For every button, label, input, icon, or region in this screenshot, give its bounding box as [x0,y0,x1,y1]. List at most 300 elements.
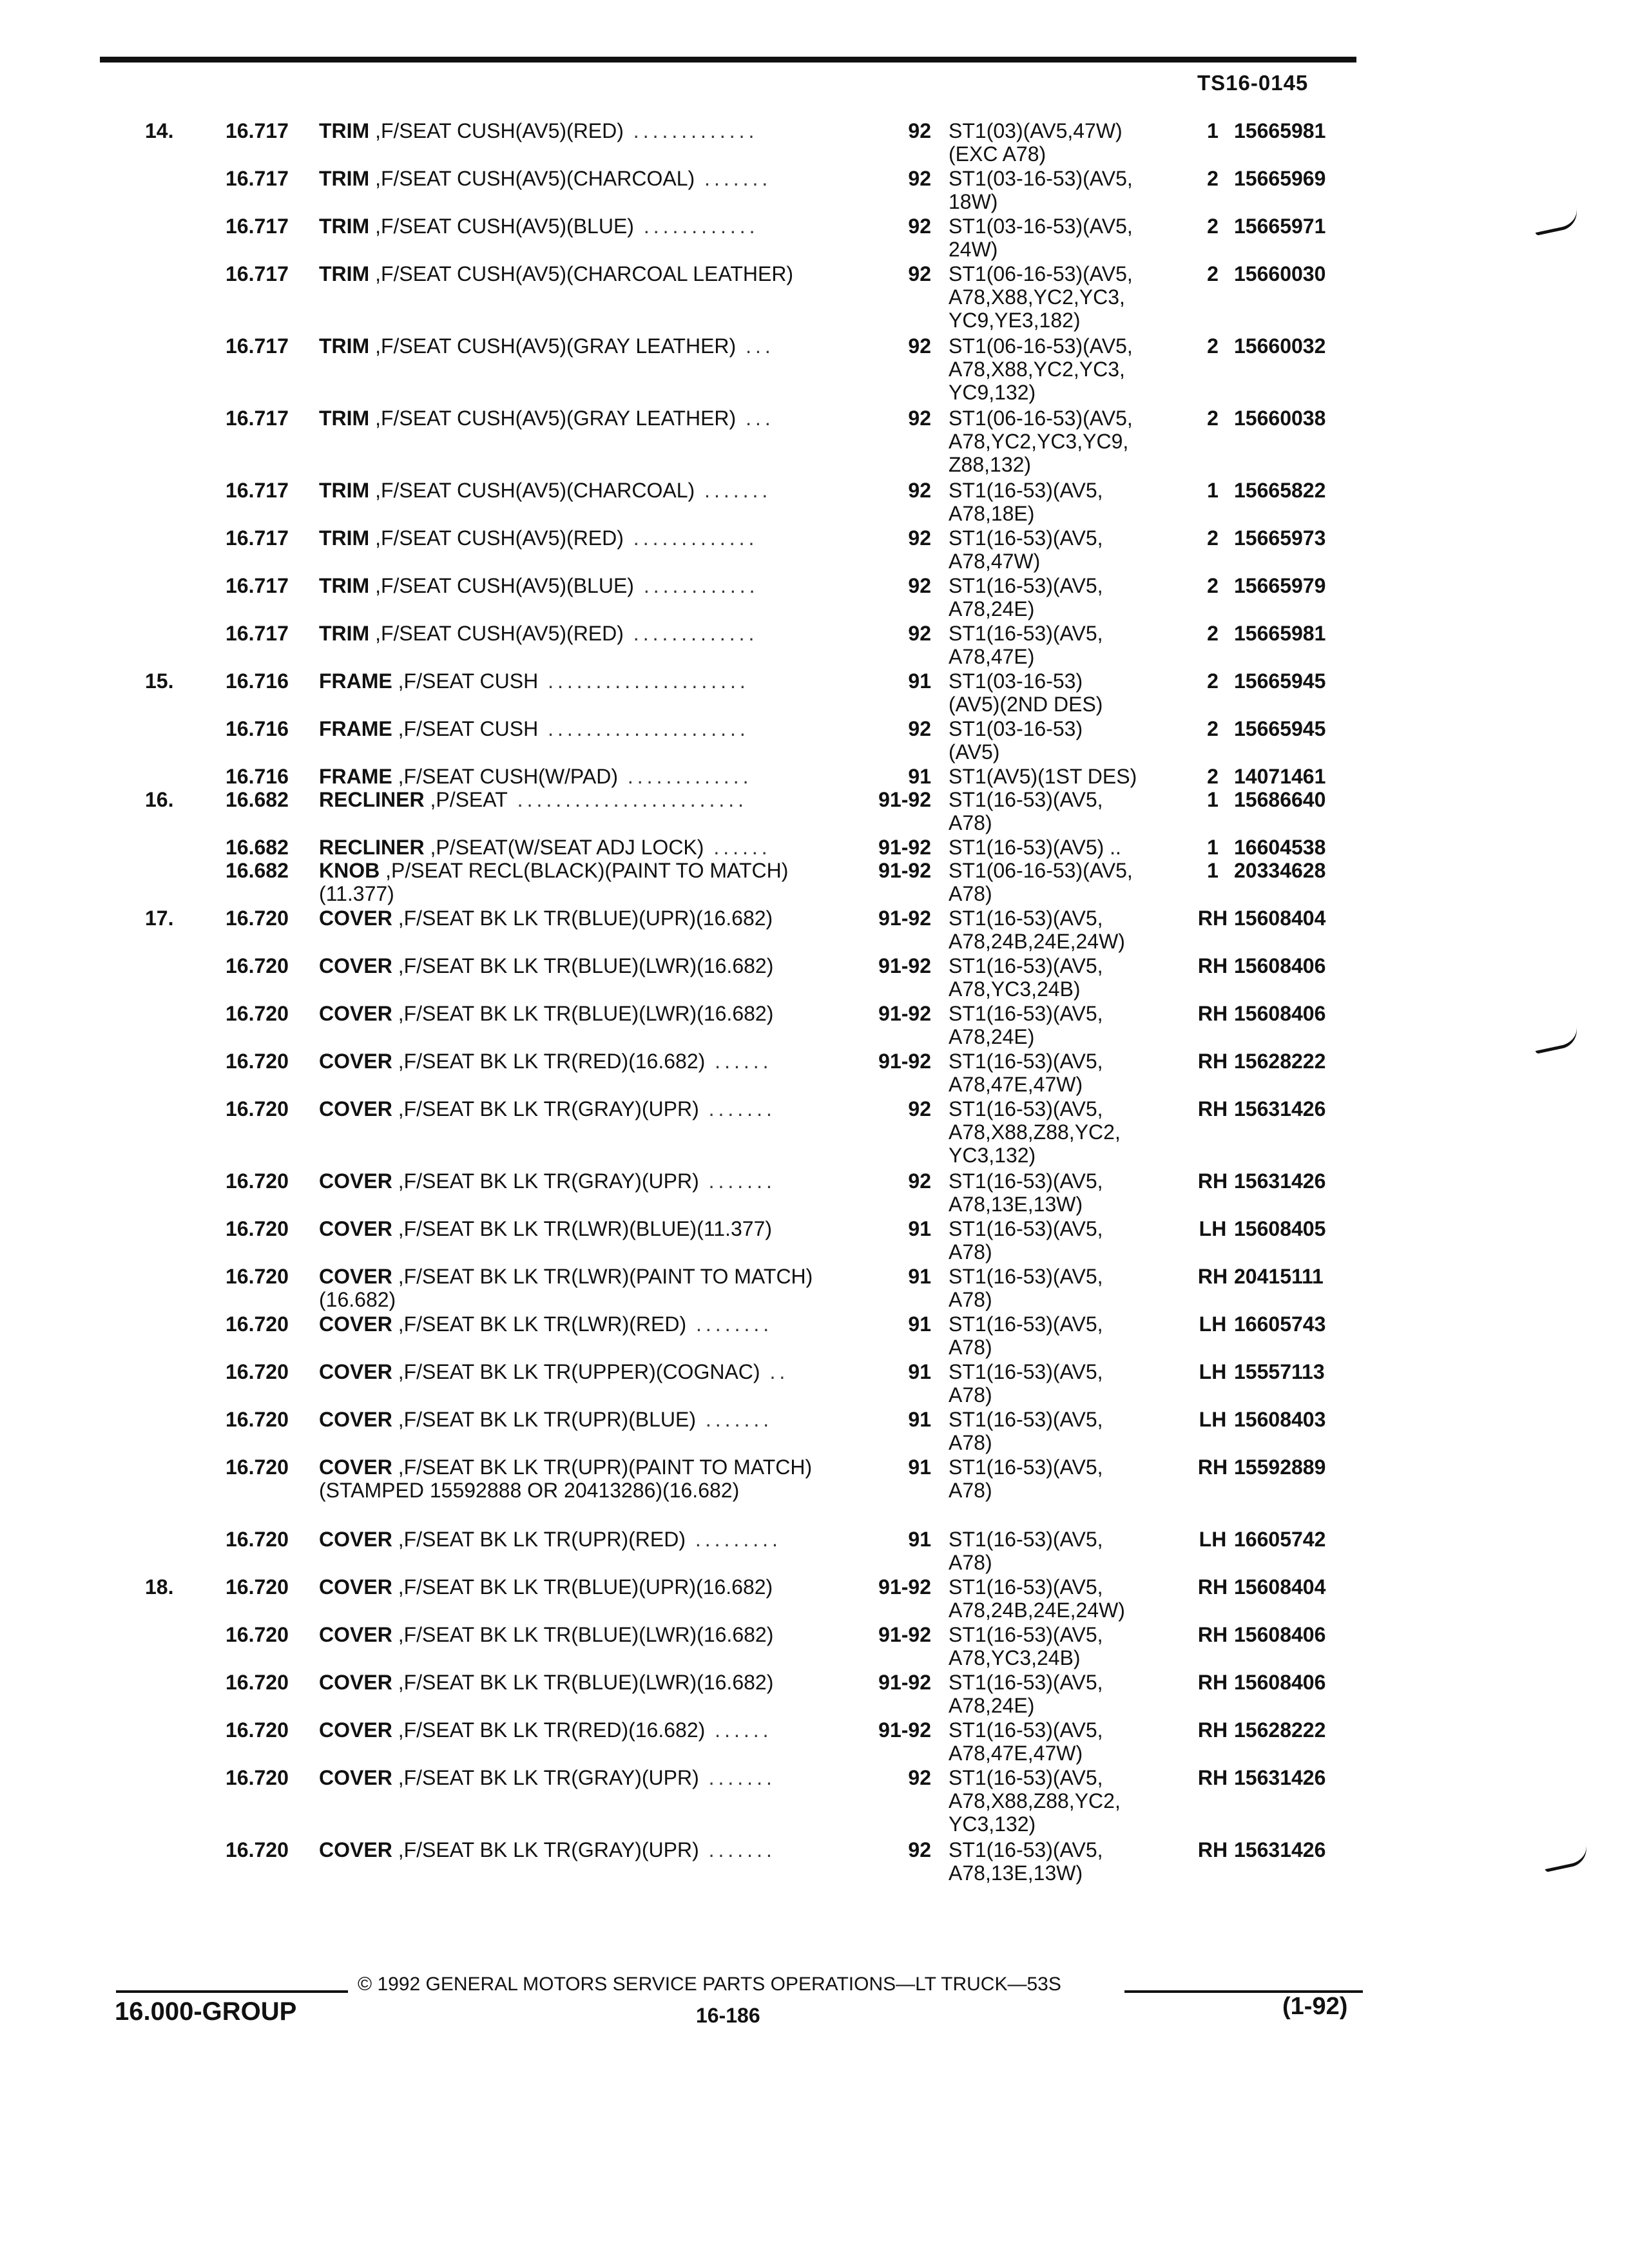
part-description [319,836,854,859]
quantity: LH [1199,1217,1227,1240]
part-description [319,788,854,811]
usage-codes: ST1(16-53)(AV5, A78,24E) [949,1002,1103,1048]
part-detail: ,F/SEAT CUSH [392,717,539,740]
part-number: 15592889 [1234,1456,1326,1479]
part-detail: ,P/SEAT(W/SEAT ADJ LOCK) [424,836,704,859]
quantity: RH [1197,1002,1228,1025]
part-description [319,119,854,142]
group-number: 16.720 [226,1050,289,1073]
model-year: 92 [908,262,931,285]
usage-codes: ST1(16-53)(AV5, A78,24E) [949,1671,1103,1717]
part-number: 15665979 [1234,574,1326,597]
leader-dots: ....... [699,1097,776,1120]
leader-dots: ....... [695,167,772,190]
usage-codes: ST1(06-16-53)(AV5, A78) [949,859,1133,905]
quantity: RH [1197,907,1228,930]
part-description [319,479,854,502]
part-number: 15665822 [1234,479,1326,502]
group-number: 16.717 [226,334,289,358]
part-detail: ,P/SEAT [424,788,508,811]
catalog-entry [0,1360,1629,1408]
group-number: 16.682 [226,836,289,859]
part-name: TRIM [319,215,370,238]
catalog-entry [0,1097,1629,1169]
quantity: RH [1197,1265,1228,1288]
model-year: 91-92 [878,1718,931,1742]
usage-codes: ST1(16-53)(AV5, A78,18E) [949,479,1103,525]
part-description [319,1671,854,1694]
part-name: TRIM [319,479,370,502]
quantity: LH [1199,1312,1227,1336]
usage-codes: ST1(16-53)(AV5, A78,X88,Z88,YC2, YC3,132) [949,1766,1121,1836]
model-year: 92 [908,574,931,597]
model-year: 92 [908,215,931,238]
model-year: 91 [908,1312,931,1336]
sheet-id: TS16-0145 [1197,71,1309,95]
catalog-entry [0,526,1629,574]
leader-dots: ........ [686,1312,773,1336]
part-name: TRIM [319,334,370,358]
group-number: 16.720 [226,1718,289,1742]
quantity: 2 [1207,717,1219,740]
quantity: 2 [1207,215,1219,238]
part-description [319,262,854,285]
part-detail: ,F/SEAT CUSH(AV5)(BLUE) [369,574,634,597]
footer-date: (1-92) [1282,1993,1348,2020]
part-detail: ,P/SEAT RECL(BLACK)(PAINT TO MATCH)(11.377) [319,859,789,905]
leader-dots: ..................... [538,669,749,693]
group-number: 16.720 [226,1408,289,1431]
catalog-entry [0,1312,1629,1360]
leader-dots: ....... [696,1408,773,1431]
usage-codes: ST1(03-16-53) (AV5) [949,717,1083,764]
catalog-entry [0,119,1629,167]
part-description [319,1408,854,1431]
part-description [319,622,854,645]
part-detail: ,F/SEAT CUSH(W/PAD) [392,765,618,788]
catalog-entry [0,334,1629,407]
part-detail: ,F/SEAT CUSH(AV5)(RED) [369,526,624,550]
part-number: 15660030 [1234,262,1326,285]
group-number: 16.717 [226,262,289,285]
part-name: TRIM [319,526,370,550]
leader-dots: ............. [623,526,758,550]
group-number: 16.720 [226,1217,289,1240]
part-detail: ,F/SEAT BK LK TR(RED)(16.682) [392,1050,706,1073]
catalog-entry [0,1265,1629,1312]
leader-dots: ......... [685,1528,782,1551]
part-number: 20415111 [1234,1265,1324,1288]
part-detail: ,F/SEAT CUSH(AV5)(CHARCOAL LEATHER) [369,262,794,285]
catalog-entry [0,907,1629,954]
group-number: 16.720 [226,907,289,930]
usage-codes: ST1(16-53)(AV5, A78,24B,24E,24W) [949,1575,1125,1622]
part-detail: ,F/SEAT BK LK TR(LWR)(PAINT TO MATCH)(16.682) [319,1265,813,1311]
catalog-entry [0,859,1629,907]
part-name: COVER [319,1050,392,1073]
part-description [319,1265,854,1311]
part-number: 15608406 [1234,1002,1326,1025]
quantity: LH [1199,1408,1227,1431]
part-detail: ,F/SEAT BK LK TR(LWR)(RED) [392,1312,687,1336]
part-number: 15665981 [1234,622,1326,645]
model-year: 91 [908,1456,931,1479]
part-detail: ,F/SEAT CUSH(AV5)(CHARCOAL) [369,167,695,190]
part-number: 15608404 [1234,1575,1326,1599]
group-number: 16.717 [226,407,289,430]
part-description [319,407,854,430]
part-description [319,1360,854,1383]
part-detail: ,F/SEAT BK LK TR(BLUE)(UPR)(16.682) [392,1575,773,1599]
part-number: 16605742 [1234,1528,1326,1551]
item-key: 18. [145,1575,174,1599]
model-year: 91-92 [878,907,931,930]
usage-codes: ST1(16-53)(AV5, A78) [949,1217,1103,1264]
part-name: COVER [319,1766,392,1789]
usage-codes: ST1(16-53)(AV5, A78,24E) [949,574,1103,620]
leader-dots: ........................ [507,788,748,811]
model-year: 92 [908,1169,931,1193]
part-description [319,215,854,238]
quantity: RH [1197,1575,1228,1599]
part-detail: ,F/SEAT BK LK TR(UPR)(RED) [392,1528,686,1551]
group-number: 16.717 [226,167,289,190]
catalog-entry [0,1050,1629,1097]
model-year: 92 [908,1097,931,1120]
group-number: 16.720 [226,1169,289,1193]
usage-codes: ST1(16-53)(AV5, A78,YC3,24B) [949,1623,1103,1669]
model-year: 92 [908,1766,931,1789]
part-detail: ,F/SEAT CUSH(AV5)(BLUE) [369,215,634,238]
usage-codes: ST1(03-16-53)(AV5, 24W) [949,215,1133,261]
part-name: TRIM [319,574,370,597]
leader-dots: ............. [623,622,758,645]
catalog-entry [0,1528,1629,1575]
model-year: 91 [908,669,931,693]
part-name: COVER [319,907,392,930]
part-number: 15608404 [1234,907,1326,930]
part-number: 15631426 [1234,1838,1326,1861]
part-name: KNOB [319,859,380,882]
part-number: 15608406 [1234,1671,1326,1694]
part-number: 16604538 [1234,836,1326,859]
model-year: 91-92 [878,954,931,977]
model-year: 92 [908,717,931,740]
quantity: RH [1197,954,1228,977]
item-key: 16. [145,788,174,811]
group-number: 16.717 [226,622,289,645]
leader-dots: ...... [704,836,771,859]
part-number: 15628222 [1234,1718,1326,1742]
usage-codes: ST1(03)(AV5,47W) (EXC A78) [949,119,1123,166]
quantity: LH [1199,1360,1227,1383]
part-description [319,526,854,550]
quantity: 2 [1207,407,1219,430]
part-number: 15628222 [1234,1050,1326,1073]
footer-page-number: 16-186 [696,2004,760,2027]
model-year: 91-92 [878,1050,931,1073]
part-detail: ,F/SEAT CUSH(AV5)(RED) [369,622,624,645]
group-number: 16.720 [226,1312,289,1336]
part-number: 15660038 [1234,407,1326,430]
usage-codes: ST1(16-53)(AV5, A78,47W) [949,526,1103,573]
quantity: RH [1197,1838,1228,1861]
usage-codes: ST1(AV5)(1ST DES) [949,765,1137,788]
model-year: 91 [908,1217,931,1240]
part-number: 16605743 [1234,1312,1326,1336]
leader-dots: ....... [699,1766,776,1789]
catalog-entry [0,788,1629,836]
part-description [319,1528,854,1551]
usage-codes: ST1(16-53)(AV5, A78,YC3,24B) [949,954,1103,1001]
group-number: 16.717 [226,479,289,502]
leader-dots: ...... [705,1050,773,1073]
part-name: COVER [319,1408,392,1431]
leader-dots: ....... [695,479,772,502]
quantity: RH [1197,1766,1228,1789]
catalog-entry [0,836,1629,859]
part-name: TRIM [319,407,370,430]
part-number: 15608403 [1234,1408,1326,1431]
quantity: 2 [1207,262,1219,285]
part-number: 15665973 [1234,526,1326,550]
model-year: 91-92 [878,1002,931,1025]
part-number: 15608406 [1234,1623,1326,1646]
part-description [319,1456,854,1502]
part-name: COVER [319,1575,392,1599]
catalog-entry [0,1838,1629,1886]
usage-codes: ST1(16-53)(AV5, A78) [949,1456,1103,1502]
part-detail: ,F/SEAT BK LK TR(BLUE)(LWR)(16.682) [392,1671,774,1694]
part-name: COVER [319,954,392,977]
usage-codes: ST1(16-53)(AV5) .. [949,836,1121,859]
leader-dots: .. [760,1360,789,1383]
quantity: 1 [1207,788,1219,811]
group-number: 16.720 [226,1002,289,1025]
part-description [319,954,854,977]
model-year: 91-92 [878,788,931,811]
catalog-entry [0,1575,1629,1623]
part-name: COVER [319,1456,392,1479]
usage-codes: ST1(16-53)(AV5, A78) [949,1265,1103,1311]
model-year: 91 [908,1528,931,1551]
part-detail: ,F/SEAT BK LK TR(UPR)(PAINT TO MATCH)(STAMPED 15592888 OR 20413286)(16.682) [319,1456,813,1502]
part-description [319,1312,854,1336]
group-number: 16.716 [226,717,289,740]
quantity: RH [1197,1169,1228,1193]
part-description [319,574,854,597]
catalog-entry [0,1456,1629,1528]
part-number: 15665971 [1234,215,1326,238]
group-number: 16.716 [226,765,289,788]
quantity: RH [1197,1050,1228,1073]
part-name: COVER [319,1217,392,1240]
model-year: 91 [908,1408,931,1431]
model-year: 91 [908,765,931,788]
leader-dots: ............ [633,574,759,597]
quantity: 1 [1207,119,1219,142]
catalog-entry [0,1408,1629,1456]
part-description [319,1575,854,1599]
usage-codes: ST1(16-53)(AV5, A78,47E,47W) [949,1718,1103,1765]
part-description [319,1002,854,1025]
part-detail: ,F/SEAT BK LK TR(BLUE)(LWR)(16.682) [392,1623,774,1646]
usage-codes: ST1(06-16-53)(AV5, A78,YC2,YC3,YC9, Z88,132) [949,407,1133,476]
group-number: 16.720 [226,1623,289,1646]
part-detail: ,F/SEAT CUSH(AV5)(GRAY LEATHER) [369,407,737,430]
model-year: 92 [908,119,931,142]
group-number: 16.720 [226,1097,289,1120]
model-year: 92 [908,526,931,550]
part-name: FRAME [319,669,392,693]
part-name: COVER [319,1718,392,1742]
usage-codes: ST1(16-53)(AV5, A78) [949,788,1103,834]
part-description [319,669,854,693]
group-number: 16.720 [226,1671,289,1694]
part-name: TRIM [319,167,370,190]
part-detail: ,F/SEAT CUSH(AV5)(CHARCOAL) [369,479,695,502]
group-number: 16.720 [226,1265,289,1288]
catalog-entry [0,215,1629,262]
leader-dots: ... [736,334,775,358]
part-description [319,859,854,905]
catalog-entry [0,407,1629,479]
catalog-entry [0,1718,1629,1766]
part-name: COVER [319,1528,392,1551]
part-description [319,1050,854,1073]
leader-dots: ... [736,407,775,430]
usage-codes: ST1(16-53)(AV5, A78) [949,1360,1103,1407]
part-name: COVER [319,1169,392,1193]
usage-codes: ST1(06-16-53)(AV5, A78,X88,YC2,YC3, YC9,132) [949,334,1133,404]
part-detail: ,F/SEAT BK LK TR(GRAY)(UPR) [392,1766,699,1789]
group-number: 16.720 [226,1456,289,1479]
part-number: 15631426 [1234,1097,1326,1120]
catalog-entry [0,1766,1629,1838]
group-number: 16.717 [226,526,289,550]
leader-dots: ............. [623,119,758,142]
usage-codes: ST1(16-53)(AV5, A78,X88,Z88,YC2, YC3,132) [949,1097,1121,1167]
leader-dots: ............. [618,765,753,788]
part-description [319,1217,854,1240]
quantity: 1 [1207,836,1219,859]
quantity: RH [1197,1718,1228,1742]
usage-codes: ST1(16-53)(AV5, A78,13E,13W) [949,1169,1103,1216]
group-number: 16.682 [226,788,289,811]
part-detail: ,F/SEAT CUSH(AV5)(RED) [369,119,624,142]
catalog-entry [0,262,1629,334]
usage-codes: ST1(16-53)(AV5, A78) [949,1408,1103,1454]
part-detail: ,F/SEAT BK LK TR(GRAY)(UPR) [392,1169,699,1193]
part-name: COVER [319,1097,392,1120]
model-year: 91 [908,1360,931,1383]
catalog-entry [0,574,1629,622]
usage-codes: ST1(16-53)(AV5, A78,47E,47W) [949,1050,1103,1096]
part-number: 15686640 [1234,788,1326,811]
part-name: COVER [319,1671,392,1694]
part-description [319,167,854,190]
model-year: 91-92 [878,1623,931,1646]
quantity: 1 [1207,479,1219,502]
quantity: LH [1199,1528,1227,1551]
quantity: 2 [1207,765,1219,788]
catalog-entry [0,1002,1629,1050]
part-number: 15631426 [1234,1169,1326,1193]
quantity: 2 [1207,669,1219,693]
leader-dots: ....... [699,1169,776,1193]
model-year: 92 [908,167,931,190]
part-name: COVER [319,1002,392,1025]
part-number: 20334628 [1234,859,1326,882]
part-description [319,1097,854,1120]
catalog-entry [0,717,1629,765]
part-name: COVER [319,1360,392,1383]
part-number: 15665981 [1234,119,1326,142]
part-name: COVER [319,1265,392,1288]
catalog-entry [0,167,1629,215]
part-number: 15665945 [1234,717,1326,740]
part-detail: ,F/SEAT BK LK TR(LWR)(BLUE)(11.377) [392,1217,772,1240]
part-detail: ,F/SEAT BK LK TR(BLUE)(UPR)(16.682) [392,907,773,930]
part-name: COVER [319,1623,392,1646]
quantity: 2 [1207,167,1219,190]
part-description [319,1623,854,1646]
part-description [319,765,854,788]
quantity: RH [1197,1456,1228,1479]
usage-codes: ST1(03-16-53) (AV5)(2ND DES) [949,669,1103,716]
group-number: 16.720 [226,1838,289,1861]
part-name: TRIM [319,262,370,285]
model-year: 92 [908,479,931,502]
usage-codes: ST1(16-53)(AV5, A78) [949,1528,1103,1574]
quantity: 2 [1207,526,1219,550]
part-name: TRIM [319,622,370,645]
part-detail: ,F/SEAT CUSH [392,669,539,693]
parts-list [0,119,1629,1886]
catalog-entry [0,1217,1629,1265]
top-rule [100,57,1356,62]
group-number: 16.716 [226,669,289,693]
catalog-entry [0,479,1629,526]
catalog-entry [0,1671,1629,1718]
leader-dots: ..................... [538,717,749,740]
group-number: 16.720 [226,1575,289,1599]
group-number: 16.717 [226,119,289,142]
part-description [319,907,854,930]
item-key: 14. [145,119,174,142]
footer-rule-left [116,1990,348,1993]
model-year: 92 [908,407,931,430]
part-detail: ,F/SEAT BK LK TR(GRAY)(UPR) [392,1838,699,1861]
part-description [319,1169,854,1193]
part-detail: ,F/SEAT BK LK TR(BLUE)(LWR)(16.682) [392,954,774,977]
model-year: 91-92 [878,1575,931,1599]
usage-codes: ST1(16-53)(AV5, A78) [949,1312,1103,1359]
part-number: 15608406 [1234,954,1326,977]
item-key: 15. [145,669,174,693]
catalog-entry [0,954,1629,1002]
part-detail: ,F/SEAT BK LK TR(BLUE)(LWR)(16.682) [392,1002,774,1025]
catalog-entry [0,1623,1629,1671]
model-year: 92 [908,334,931,358]
quantity: 2 [1207,622,1219,645]
model-year: 92 [908,1838,931,1861]
group-number: 16.720 [226,954,289,977]
part-number: 15557113 [1234,1360,1325,1383]
model-year: 91-92 [878,1671,931,1694]
group-number: 16.720 [226,1528,289,1551]
usage-codes: ST1(03-16-53)(AV5, 18W) [949,167,1133,213]
